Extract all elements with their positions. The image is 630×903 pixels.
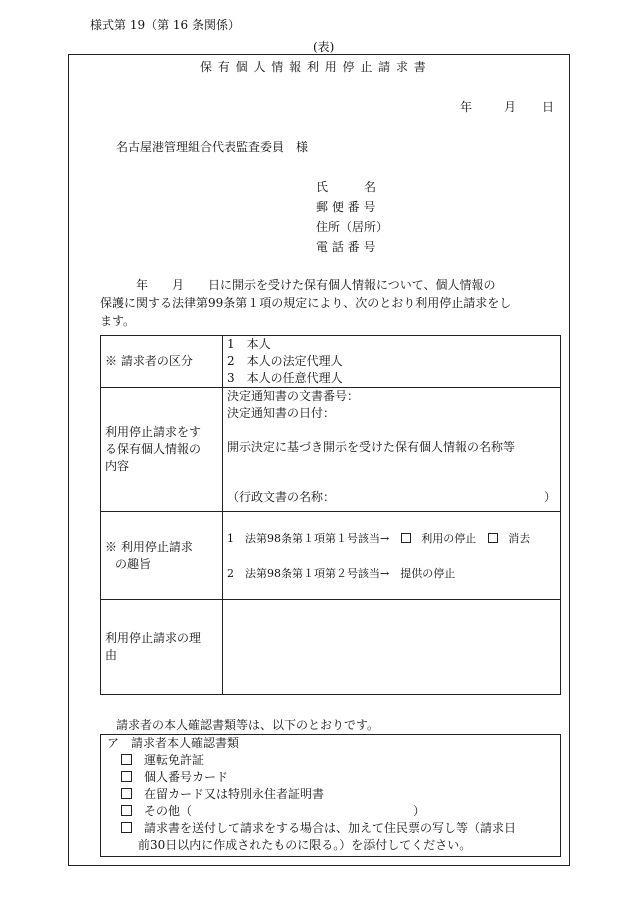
applicant-address-label: 住所（居所） xyxy=(316,220,389,234)
doc-date-label: 決定通知書の日付： xyxy=(227,406,336,420)
page-title: 保 有 個 人 情 報 利 用 停 止 請 求 書 xyxy=(200,60,427,74)
side-label: (表) xyxy=(313,40,335,54)
purpose-label xyxy=(101,512,223,600)
request-table xyxy=(100,335,561,695)
list-item xyxy=(107,820,560,837)
purpose-option-2: 2 法第98条第１項第２号該当→ 提供の停止 xyxy=(227,566,456,580)
id-doc-label: その他（ xyxy=(144,804,193,818)
intro-line: 年 月 日に開示を受けた保有個人情報について、個人情報の xyxy=(100,278,496,292)
id-doc-label: 運転免許証 xyxy=(144,753,205,767)
doc-number-label: 決定通知書の文書番号： xyxy=(227,389,360,403)
label-line: 内容 xyxy=(105,459,130,473)
requester-category-options xyxy=(223,336,561,388)
intro-line: 保護に関する法律第99条第１項の規定により、次のとおり利用停止請求をし xyxy=(100,296,512,310)
applicant-name-label: 氏 名 xyxy=(316,180,377,194)
checkbox-icon[interactable] xyxy=(401,533,411,543)
purpose-option-1-text: 1 法第98条第１項第１号該当→ xyxy=(227,531,390,545)
table-row xyxy=(101,600,561,695)
label-line: 利用停止請求をす xyxy=(105,425,202,439)
table-row xyxy=(101,388,561,512)
intro-paragraph xyxy=(100,276,560,330)
addressee: 名古屋港管理組合代表監査委員 様 xyxy=(116,140,309,154)
list-item xyxy=(107,803,560,820)
label-line: る保有個人情報の xyxy=(105,442,202,456)
label-line: ※ 利用停止請求 xyxy=(105,539,193,554)
requester-category-label: ※ 請求者の区分 xyxy=(101,336,223,388)
checkbox-icon[interactable] xyxy=(121,771,132,782)
table-row xyxy=(101,512,561,600)
form-number: 様式第 19（第 16 条関係） xyxy=(90,18,240,32)
category-option: 1 本人 xyxy=(227,337,271,351)
list-item xyxy=(107,769,560,786)
admin-doc-open: （行政文書の名称： xyxy=(227,490,336,504)
id-doc-label: 在留カード又は特別永住者証明書 xyxy=(144,787,325,801)
checkbox-icon[interactable] xyxy=(121,754,132,765)
label-line: 由 xyxy=(105,648,118,662)
date-day: 日 xyxy=(542,100,555,114)
purpose-option-1 xyxy=(227,530,556,547)
checkbox-icon[interactable] xyxy=(121,822,132,833)
applicant-postal-label: 郵 便 番 号 xyxy=(316,200,376,214)
date-month: 月 xyxy=(504,100,517,114)
id-doc-note: 請求書を送付して請求をする場合は、加えて住民票の写し等（請求日 xyxy=(144,821,517,835)
date-year: 年 xyxy=(460,100,473,114)
id-docs-heading: ア 請求者本人確認書類 xyxy=(107,736,240,750)
purpose-options xyxy=(223,512,561,600)
target-info-label xyxy=(101,388,223,512)
id-docs-intro: 請求者の本人確認書類等は、以下のとおりです。 xyxy=(116,718,380,732)
label-line: の趣旨 xyxy=(115,556,152,571)
reason-label xyxy=(101,600,223,695)
checkbox-icon[interactable] xyxy=(488,533,498,543)
reason-field[interactable] xyxy=(223,600,561,695)
label-line: 利用停止請求の理 xyxy=(105,631,202,645)
checkbox-icon[interactable] xyxy=(121,788,132,799)
applicant-phone-label: 電 話 番 号 xyxy=(316,240,376,254)
checkbox-icon[interactable] xyxy=(121,805,132,816)
intro-line: ます。 xyxy=(100,314,136,328)
id-docs-box xyxy=(100,734,561,857)
admin-doc-close: ） xyxy=(543,490,556,504)
admin-doc-name-label xyxy=(227,489,556,506)
id-doc-label: 個人番号カード xyxy=(144,770,229,784)
other-close: ） xyxy=(413,804,426,818)
category-option: 2 本人の法定代理人 xyxy=(227,354,343,368)
list-item xyxy=(107,786,560,803)
category-option: 3 本人の任意代理人 xyxy=(227,371,343,385)
list-item xyxy=(107,752,560,769)
target-info-content xyxy=(223,388,561,512)
option-erase-label: 消去 xyxy=(508,531,531,545)
id-doc-note-continued: 前30日以内に作成されたものに限る。）を添付してください。 xyxy=(138,838,472,852)
option-stop-label: 利用の停止 xyxy=(421,531,477,545)
content-name-label: 開示決定に基づき開示を受けた保有個人情報の名称等 xyxy=(227,440,516,454)
table-row xyxy=(101,336,561,388)
